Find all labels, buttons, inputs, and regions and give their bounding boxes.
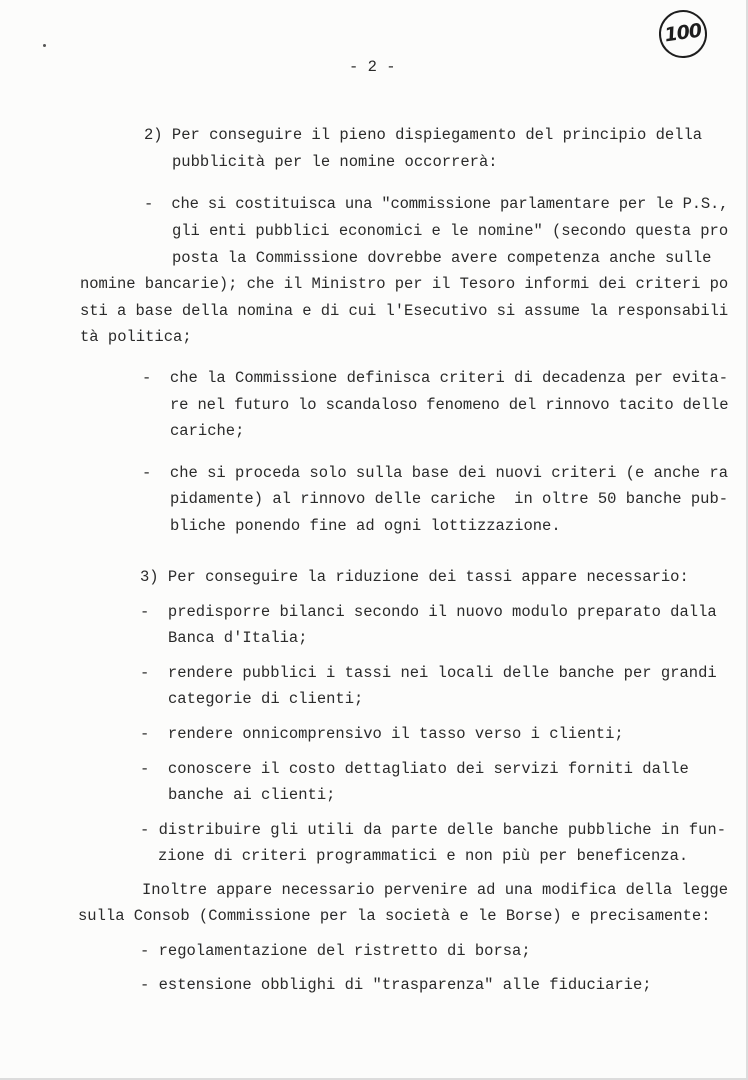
text-line: zione di criteri programmatici e non più per beneficenza. [158,847,689,865]
text-line: - che si costituisca una "commissione parlamentare per le P.S., [144,195,729,213]
text-line: - predisporre bilanci secondo il nuovo modulo preparato dalla [140,603,717,621]
text-line: sti a base della nomina e di cui l'Esecutivo si assume la responsabili [80,302,729,320]
text-line: tà politica; [80,328,192,346]
text-line: nomine bancarie); che il Ministro per il Tesoro informi dei criteri po [80,275,729,293]
handwritten-page-stamp: 100 [656,7,710,61]
text-line: - estensione obblighi di "trasparenza" alle fiduciarie; [140,976,652,994]
paper-speck [43,44,46,47]
text-line: 2) Per conseguire il pieno dispiegamento del principio della [144,126,703,144]
text-line: - che la Commissione definisca criteri di decadenza per evita- [142,369,728,387]
text-line: bliche ponendo fine ad ogni lottizzazione. [170,517,561,535]
text-line: re nel futuro lo scandaloso fenomeno del rinnovo tacito delle [170,396,729,414]
page-number: - 2 - [349,58,396,76]
text-line: - rendere pubblici i tassi nei locali delle banche per grandi [140,664,717,682]
text-line: Inoltre appare necessario pervenire ad una modifica della legge [142,881,728,899]
text-line: categorie di clienti; [168,690,364,708]
text-line: - che si proceda solo sulla base dei nuovi criteri (e anche ra [142,464,728,482]
text-line: banche ai clienti; [168,786,336,804]
text-line: posta la Commissione dovrebbe avere competenza anche sulle [172,249,712,267]
text-line: - conoscere il costo dettagliato dei servizi forniti dalle [140,760,689,778]
text-line: Banca d'Italia; [168,629,308,647]
text-line: 3) Per conseguire la riduzione dei tassi appare necessario: [140,568,689,586]
text-line: pidamente) al rinnovo delle cariche in oltre 50 banche pub- [170,490,729,508]
text-line: cariche; [170,422,245,440]
text-line: - rendere onnicomprensivo il tasso verso i clienti; [140,725,624,743]
text-line: pubblicità per le nomine occorrerà: [172,153,498,171]
text-line: sulla Consob (Commissione per la società e le Borse) e precisamente: [78,907,711,925]
text-line: gli enti pubblici economici e le nomine" (secondo questa pro [172,222,729,240]
text-line: - regolamentazione del ristretto di borsa; [140,942,531,960]
text-line: - distribuire gli utili da parte delle banche pubbliche in fun- [140,821,726,839]
